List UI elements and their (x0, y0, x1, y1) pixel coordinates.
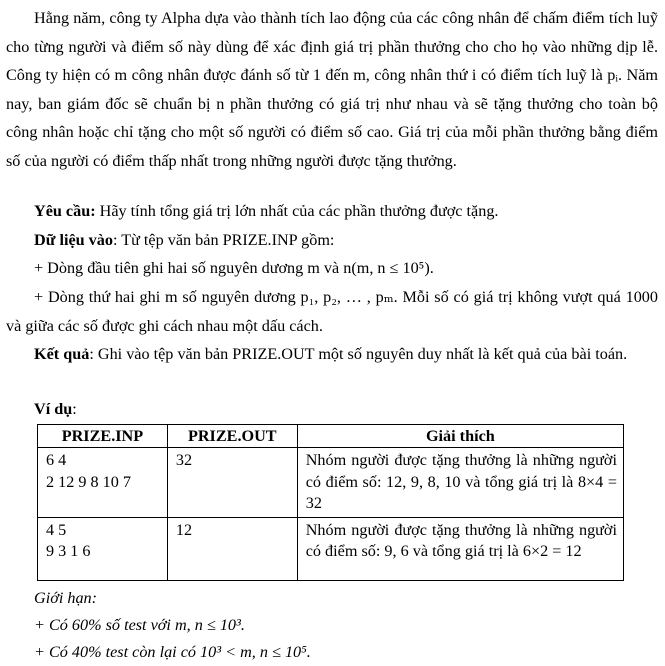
input-label: Dữ liệu vào (34, 231, 113, 249)
cell-explanation: Nhóm người được tặng thưởng là những người có điểm số: 9, 6 và tổng giá trị là 6×2 = 12 (297, 517, 623, 580)
input-line-2: + Dòng thứ hai ghi m số nguyên dương p₁, p₂, … , pₘ. Mỗi số có giá trị không vượt quá 1000 và giữa các số được ghi cách nhau một dấu cách. (6, 288, 658, 335)
input-line-1: + Dòng đầu tiên ghi hai số nguyên dương m và n(m, n ≤ 10⁵). (34, 259, 434, 277)
output-label: Kết quả (34, 345, 90, 363)
example-label: Ví dụ (34, 400, 73, 418)
example-table (37, 424, 624, 581)
header-prize-out: PRIZE.OUT (167, 425, 297, 448)
table-row (38, 517, 624, 580)
cell-inp (38, 517, 168, 580)
example-heading (34, 395, 77, 423)
requirement-paragraph (34, 197, 498, 225)
limits-heading: Giới hạn: (34, 589, 98, 607)
header-prize-inp: PRIZE.INP (38, 425, 168, 448)
inp-line: 2 12 9 8 10 7 (46, 472, 131, 491)
table-row (38, 448, 624, 518)
table-header-row (38, 425, 624, 448)
requirement-label: Yêu cầu: (34, 202, 96, 220)
inp-line: 4 5 (46, 520, 67, 539)
cell-out: 32 (167, 448, 297, 518)
cell-inp (38, 448, 168, 518)
input-text: : Từ tệp văn bản PRIZE.INP gồm: (112, 231, 335, 249)
limits-line-2: + Có 40% test còn lại có 10³ < m, n ≤ 10⁵. (34, 643, 311, 661)
intro-paragraph: Hằng năm, công ty Alpha dựa vào thành tích lao động của các công nhân để chấm điểm tích luỹ cho từng người và điểm số này dùng để xác định giá trị phần thưởng cho cho họ vào những dịp lễ. Công ty hiện có m công nhân được đánh số từ 1 đến m, công nhân thứ i có điểm tích luỹ là pᵢ. Năm nay, ban giám đốc sẽ chuẩn bị n phần thưởng có giá trị như nhau và sẽ tặng thưởng cho toàn bộ công nhân hoặc chỉ tặng cho một số người có điểm số cao. Giá trị của mỗi phần thưởng bằng điểm số của người có điểm thấp nhất trong những người được tặng thưởng. (6, 9, 658, 170)
requirement-text: Hãy tính tổng giá trị lớn nhất của các phần thưởng được tặng. (95, 202, 499, 220)
limits-line-1: + Có 60% số test với m, n ≤ 10³. (34, 616, 245, 634)
inp-line: 9 3 1 6 (46, 542, 91, 560)
example-colon: : (72, 400, 77, 418)
cell-explanation: Nhóm người được tặng thưởng là những người có điểm số: 12, 9, 8, 10 và tổng giá trị là 8×4 = 32 (297, 448, 623, 518)
cell-out: 12 (167, 517, 297, 580)
output-paragraph (6, 340, 658, 369)
input-heading (34, 226, 334, 254)
inp-line: 6 4 (46, 451, 67, 469)
header-explanation: Giải thích (297, 425, 623, 448)
output-text: : Ghi vào tệp văn bản PRIZE.OUT một số nguyên duy nhất là kết quả của bài toán. (89, 345, 628, 363)
